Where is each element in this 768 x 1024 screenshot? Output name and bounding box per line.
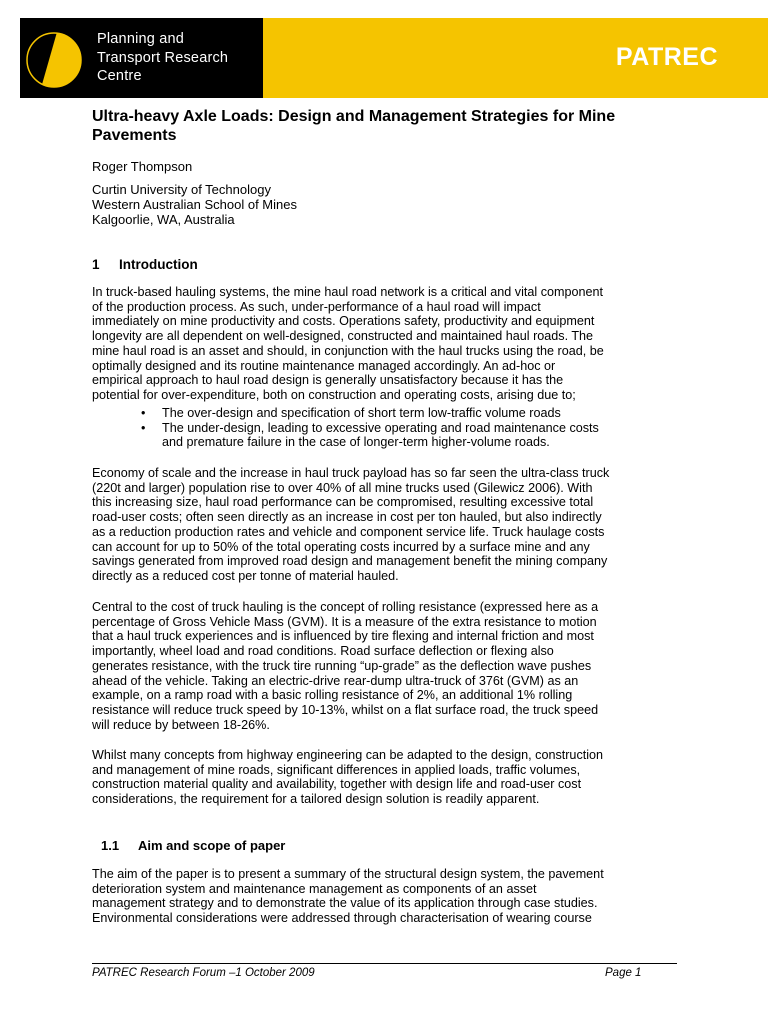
black-circle-slash-logo-icon — [26, 32, 82, 88]
org-name — [97, 30, 228, 86]
brand-name: PATREC — [615, 43, 718, 71]
text-line: and management of mine roads, significant differences in applied loads, traffic volumes, — [92, 762, 581, 777]
list-item — [92, 421, 677, 450]
text-line: example, on a ramp road with a basic rolling resistance of 2%, an additional 1% rolling — [92, 688, 573, 703]
paper-title: Ultra-heavy Axle Loads: Design and Management Strategies for Mine Pavements — [92, 108, 616, 144]
text-line: ahead of the vehicle. Taking an electric-drive rear-dump ultra-truck of 376t (GVM) as an — [92, 673, 579, 688]
text-line: mine haul road is an asset and should, in conjunction with the haul trucks using the road, be — [92, 343, 604, 358]
paragraph-intro — [92, 285, 677, 403]
footer-divider — [92, 963, 677, 964]
org-name-line: Transport Research — [97, 49, 229, 66]
paragraph-economy — [92, 466, 677, 584]
text-line: immediately on mine productivity and costs. Operations safety, productivity and equipment — [92, 314, 595, 329]
text-line: longevity are all dependent on well-designed, constructed and maintained haul roads. The — [92, 329, 594, 344]
text-line: that a haul truck experiences and is influenced by tire flexing and internal friction and most — [92, 629, 594, 644]
text-line: deterioration system and maintenance management as components of an asset — [92, 881, 537, 896]
header-yellow-panel — [263, 18, 768, 98]
text-line: percentage of Gross Vehicle Mass (GVM). It is a measure of the extra resistance to motion — [92, 614, 597, 629]
author-affiliation — [92, 182, 297, 227]
bullet-list — [92, 406, 677, 450]
section-heading-introduction — [92, 257, 198, 272]
paragraph-aim — [92, 867, 677, 926]
text-line: construction material quality and availability, together with design life and road-user cost — [92, 777, 582, 792]
text-line: In truck-based hauling systems, the mine haul road network is a critical and vital component — [92, 285, 603, 299]
list-item — [92, 406, 677, 421]
paragraph-rolling-resistance — [92, 600, 677, 732]
page-header — [20, 18, 768, 98]
text-line: Central to the cost of truck hauling is the concept of rolling resistance (expressed here as a — [92, 600, 599, 614]
section-title: Introduction — [119, 257, 198, 272]
text-line: importantly, wheel load and road conditions. Road surface deflection or flexing also — [92, 644, 554, 659]
text-line: savings generated from improved road design and management benefit the mining company — [92, 554, 608, 569]
bullet-marker: • — [141, 420, 146, 435]
text-line: The under-design, leading to excessive operating and road maintenance costs — [162, 420, 599, 435]
text-line: The aim of the paper is to present a summary of the structural design system, the pavement — [92, 867, 604, 881]
section-number: 1 — [92, 257, 100, 272]
text-line: Economy of scale and the increase in haul truck payload has so far seen the ultra-class truck — [92, 466, 610, 480]
bullet-marker: • — [141, 406, 146, 420]
affiliation-line: Kalgoorlie, WA, Australia — [92, 212, 235, 227]
author-name: Roger Thompson — [92, 159, 193, 174]
header-black-panel — [20, 18, 263, 98]
section-title: Aim and scope of paper — [138, 838, 286, 853]
text-line: (220t and larger) population rise to over 40% of all mine trucks used (Gilewicz 2006). With — [92, 480, 593, 495]
text-line: empirical approach to haul road design is generally unsatisfactory because it has the — [92, 373, 564, 388]
footer-forum: PATREC Research Forum –1 October 2009 — [92, 967, 315, 979]
text-line: can account for up to 50% of the total operating costs incurred by a surface mine and any — [92, 539, 590, 554]
text-line: Whilst many concepts from highway engineering can be adapted to the design, construction — [92, 748, 604, 762]
text-line: Environmental considerations were addressed through characterisation of wearing course — [92, 911, 592, 926]
paragraph-highway-engineering — [92, 748, 677, 807]
footer-page-number: Page 1 — [605, 967, 642, 979]
text-line: optimally designed and its routine maintenance managed accordingly. An ad-hoc or — [92, 358, 556, 373]
section-number: 1.1 — [101, 838, 120, 853]
text-line: road-user costs; often seen directly as an increase in cost per ton hauled, but also indirectly — [92, 510, 602, 525]
affiliation-line: Curtin University of Technology — [92, 182, 271, 197]
text-line: generates resistance, with the truck tire running “up-grade” as the deflection wave pushes — [92, 658, 592, 673]
affiliation-line: Western Australian School of Mines — [92, 197, 297, 212]
text-line: considerations, the requirement for a tailored design solution is readily apparent. — [92, 792, 540, 807]
text-line: as a reduction production rates and vehicle and component service life. Truck haulage costs — [92, 524, 605, 539]
text-line: of the production process. As such, under-performance of a haul road will impact — [92, 299, 541, 314]
text-line: and premature failure in the case of longer-term higher-volume roads. — [162, 435, 550, 450]
section-heading-aim-and-scope — [101, 838, 285, 853]
text-line: The over-design and specification of short term low-traffic volume roads — [162, 406, 561, 420]
text-line: this increasing size, haul road performance can be compromised, resulting excessive total — [92, 495, 594, 510]
org-name-line: Planning and — [97, 31, 185, 47]
text-line: management strategy and to demonstrate the value of its application through case studies. — [92, 896, 598, 911]
text-line: will reduce by between 18-26%. — [92, 717, 270, 732]
text-line: potential for over-expenditure, both on construction and operating costs, arising due to; — [92, 387, 576, 402]
text-line: directly as a reduced cost per tonne of material hauled. — [92, 568, 399, 583]
org-name-line: Centre — [97, 68, 142, 84]
text-line: resistance will reduce truck speed by 10-13%, whilst on a flat surface road, the truck speed — [92, 702, 599, 717]
